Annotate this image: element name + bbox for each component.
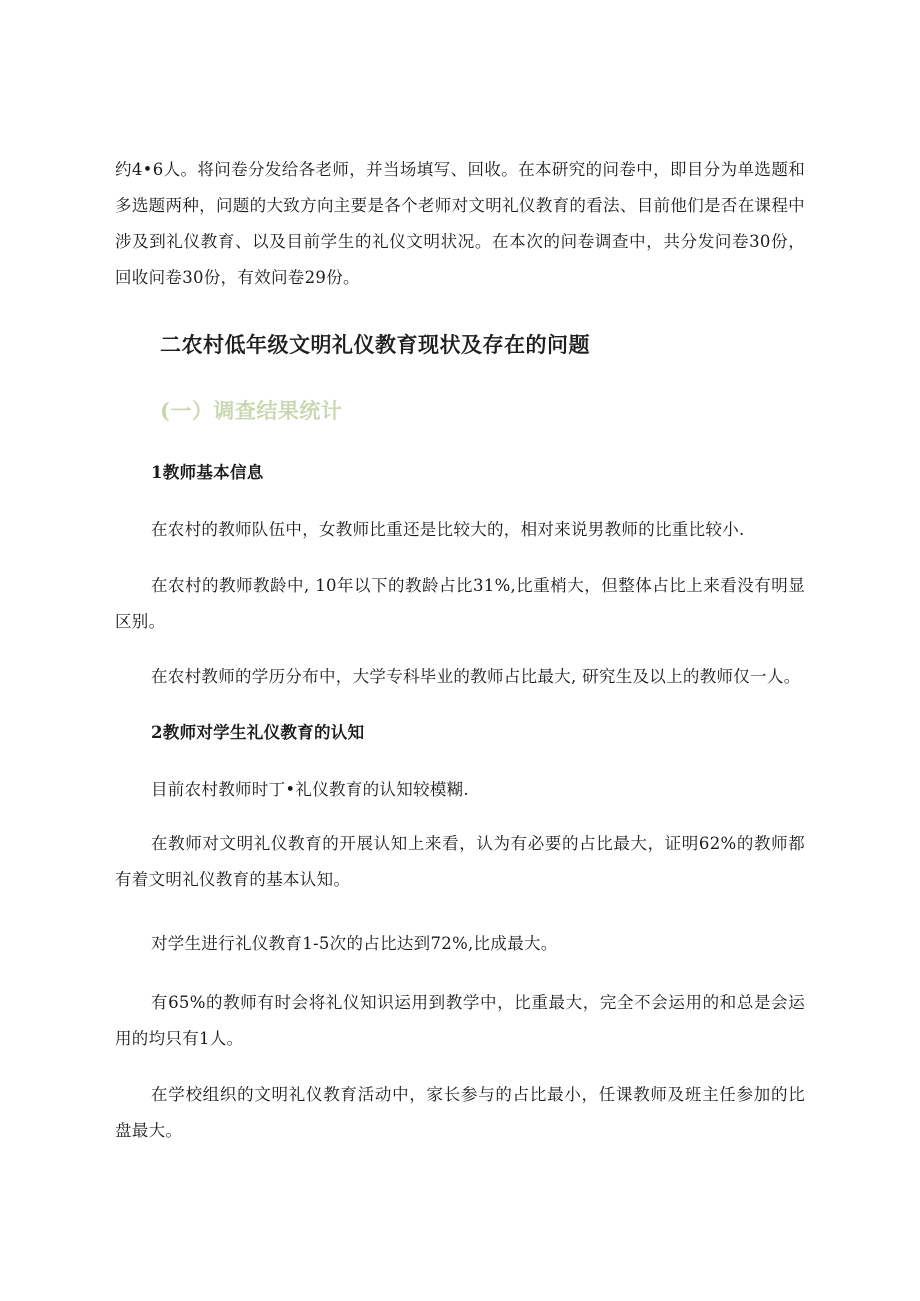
item2-paragraph-1: 目前农村教师时丁•礼仪教育的认知较模糊. bbox=[151, 780, 469, 799]
subsection-heading: (一）调查结果统计 bbox=[160, 398, 343, 423]
intro-paragraph: 约4•6人。将问卷分发给各老师，并当场填写、回收。在本研究的问卷中，即目分为单选题和多选题两种，问题的大致方向主要是各个老师对文明礼仪教育的看法、目前他们是否在课程中涉及到礼仪教育、以及目前学生的礼仪文明状况。在本次的问卷调查中，共分发问卷30份，回收问卷30份，有效问卷29份。 bbox=[115, 160, 805, 287]
item2-heading: 2教师对学生礼仪教育的认知 bbox=[151, 723, 365, 742]
item2-paragraph-3: 对学生进行礼仪教育1-5次的占比达到72%,比成最大。 bbox=[151, 934, 558, 953]
section-heading: 二农村低年级文明礼仪教育现状及存在的问题 bbox=[160, 332, 590, 357]
item2-paragraph-2: 在教师对文明礼仪教育的开展认知上来看，认为有必要的占比最大，证明62%的教师都有着文明礼仪教育的基本认知。 bbox=[115, 834, 805, 889]
item1-paragraph-1: 在农村的教师队伍中，女教师比重还是比较大的，相对来说男教师的比重比较小. bbox=[151, 520, 745, 539]
item1-paragraph-3: 在农村教师的学历分布中，大学专科毕业的教师占比最大, 研究生及以上的教师仅一人。 bbox=[151, 667, 801, 686]
item2-paragraph-4: 有65%的教师有时会将礼仪知识运用到教学中，比重最大，完全不会运用的和总是会运用的均只有1人。 bbox=[115, 993, 805, 1048]
item1-paragraph-2: 在农村的教师教龄中, 10年以下的教龄占比31%,比重梢大，但整体占比上来看没有明显区别。 bbox=[115, 576, 805, 631]
item1-heading: 1教师基本信息 bbox=[151, 463, 264, 482]
item2-paragraph-5: 在学校组织的文明礼仪教育活动中，家长参与的占比最小，任课教师及班主任参加的比盘最大。 bbox=[115, 1085, 805, 1140]
